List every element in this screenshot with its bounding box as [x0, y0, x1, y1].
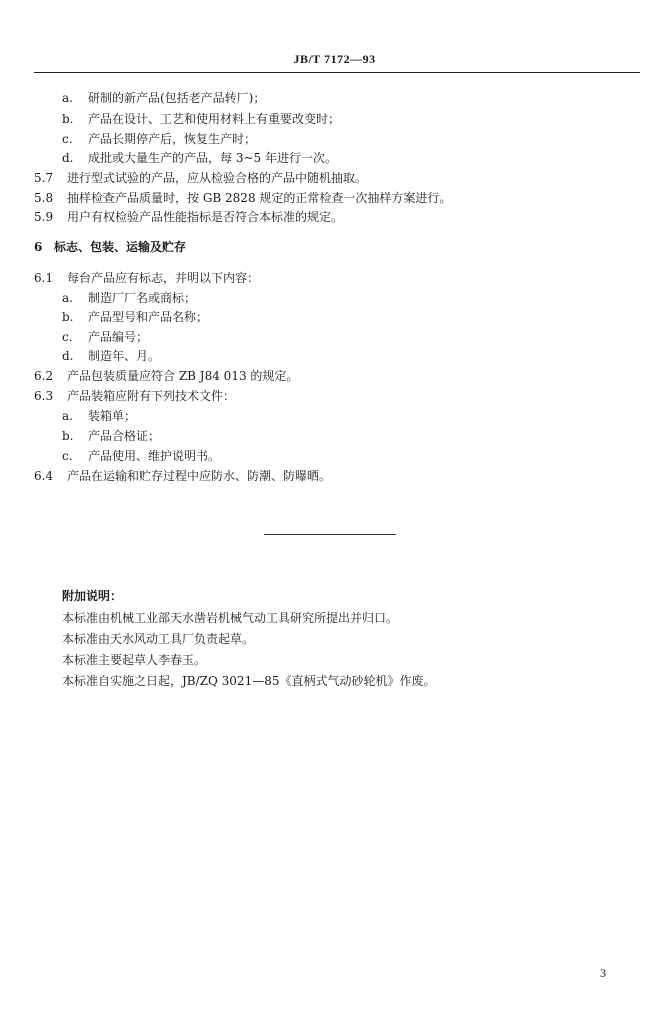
list-text: 制造年、月。 [88, 349, 161, 363]
list-item [62, 309, 209, 325]
page-number: 3 [600, 966, 606, 980]
list-text: 制造厂厂名或商标； [88, 291, 197, 305]
clause-6-2 [34, 368, 299, 384]
list-text: 研制的新产品(包括老产品转厂)； [88, 91, 266, 105]
list-item [62, 111, 341, 127]
list-marker: a. [62, 291, 73, 305]
clause-text: 产品装箱应附有下列技术文件： [67, 389, 236, 403]
list-item [62, 131, 257, 147]
notes-title: 附加说明： [62, 589, 123, 603]
notes-line: 本标准由机械工业部天水凿岩机械气动工具研究所提出并归口。 [62, 611, 399, 625]
list-text: 产品使用、维护说明书。 [88, 449, 221, 463]
list-item [62, 428, 161, 444]
clause-number: 5.9 [34, 210, 54, 224]
list-text: 成批或大量生产的产品，每 3~5 年进行一次。 [88, 151, 337, 165]
list-text: 产品编号； [88, 330, 149, 344]
clause-number: 6.2 [34, 369, 54, 383]
section-heading [34, 239, 187, 255]
list-text: 产品合格证； [88, 429, 161, 443]
clause-6-1 [34, 270, 260, 286]
section-title: 标志、包装、运输及贮存 [54, 240, 187, 254]
list-text: 装箱单； [88, 409, 137, 423]
clause-number: 6.3 [34, 389, 54, 403]
header-rule [34, 72, 640, 73]
list-item [62, 448, 221, 464]
clause-text: 抽样检查产品质量时，按 GB 2828 规定的正常检查一次抽样方案进行。 [67, 191, 452, 205]
list-marker: d. [62, 151, 74, 165]
clause-5-9 [34, 209, 344, 225]
clause-text: 用户有权检验产品性能指标是否符合本标准的规定。 [67, 210, 344, 224]
list-marker: b. [62, 429, 74, 443]
clause-text: 产品在运输和贮存过程中应防水、防潮、防曝晒。 [67, 469, 332, 483]
list-marker: d. [62, 349, 74, 363]
list-text: 产品型号和产品名称； [88, 310, 209, 324]
list-text: 产品长期停产后，恢复生产时； [88, 132, 257, 146]
clause-5-8 [34, 190, 452, 206]
clause-number: 6.1 [34, 271, 54, 285]
clause-number: 6.4 [34, 469, 54, 483]
notes-line: 本标准主要起草人李春玉。 [62, 653, 207, 667]
list-item [62, 90, 266, 106]
section-number: 6 [34, 240, 43, 254]
clause-number: 5.7 [34, 171, 54, 185]
list-item [62, 290, 197, 306]
clause-text: 进行型式试验的产品，应从检验合格的产品中随机抽取。 [67, 171, 368, 185]
notes-line: 本标准由天水风动工具厂负责起草。 [62, 632, 255, 646]
list-marker: c. [62, 132, 73, 146]
list-item [62, 329, 149, 345]
clause-6-3 [34, 388, 236, 404]
list-marker: c. [62, 449, 73, 463]
clause-text: 每台产品应有标志，并明以下内容： [67, 271, 260, 285]
end-rule [264, 534, 396, 535]
list-marker: b. [62, 310, 74, 324]
clause-number: 5.8 [34, 191, 54, 205]
list-text: 产品在设计、工艺和使用材料上有重要改变时； [88, 112, 341, 126]
clause-6-4 [34, 468, 332, 484]
list-marker: a. [62, 91, 73, 105]
list-marker: c. [62, 330, 73, 344]
document-code-header: JB/T 7172—93 [293, 52, 376, 66]
list-item [62, 408, 137, 424]
list-marker: a. [62, 409, 73, 423]
list-item [62, 150, 337, 166]
notes-line: 本标准自实施之日起，JB/ZQ 3021—85《直柄式气动砂轮机》作废。 [62, 674, 436, 688]
clause-text: 产品包装质量应符合 ZB J84 013 的规定。 [67, 369, 299, 383]
list-item [62, 348, 161, 364]
list-marker: b. [62, 112, 74, 126]
clause-5-7 [34, 170, 368, 186]
